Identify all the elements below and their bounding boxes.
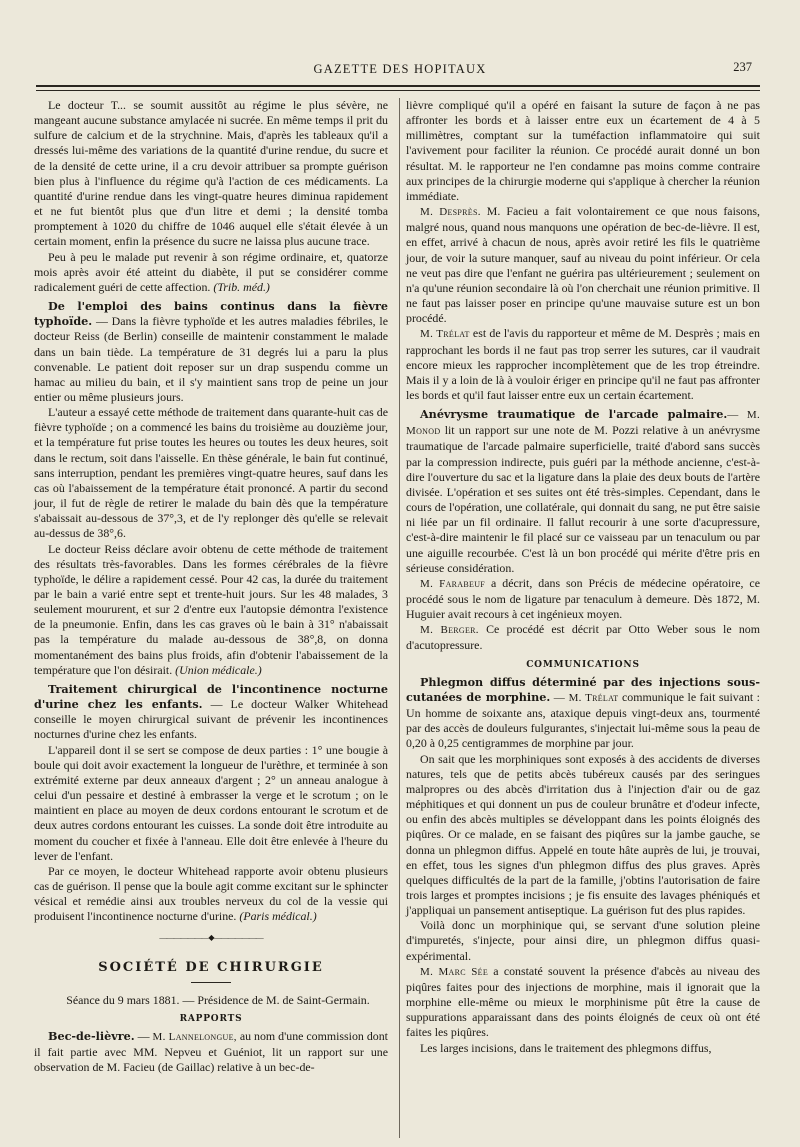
article-paragraph [406,407,760,576]
speaker-name: M. Marc Sée [420,965,489,978]
speaker-name: M. Berger. [420,624,479,637]
paragraph: lièvre compliqué qu'il a opéré en faisant la suture de façon à ne pas affronter les bords et à laisser entre eux un écartement de 4 à 5 millimètres, comptant sur la tuméfaction inflammatoire qui suit l'avivement pour faciliter la réunion. Ce procédé aurait donné un bon résultat. M. le rapporteur ne l'en condamne pas moins comme contraire aux principes de la chirurgie moderne qui s'applique à chercher la réunion immédiate. [406,98,760,203]
article-title: Bec-de-lièvre. [48,1028,135,1043]
paragraph: Voilà donc un morphinique qui, se servant d'une solution pleine d'impuretés, s'injecte, pour ainsi dire, un phlegmon diffus quasi-expérimental. [406,918,760,963]
header-rule-thin [36,90,760,91]
paragraph-text: Ce procédé est décrit par Otto Weber sous le nom d'acutopressure. [406,622,760,653]
article-paragraph [406,675,760,752]
paragraph-text: Peu à peu le malade put revenir à son régime ordinaire, et, quatorze mois après avoir été atteint du diabète, il put se considérer comme radicalement guéri de cette affection. [34,249,388,294]
article-title: Traitement chirurgical de l'incontinence nocturne d'urine chez les enfants. [34,681,388,712]
paragraph: L'appareil dont il se sert se compose de deux parties : 1° une bougie à boule qui doit avoir exactement la longueur de l'urèthre, et terminée à son extrémité externe par deux anneaux d'argent ; 2° un anneau analogue à celui d'un pessaire et destiné à embrasser la verge et le scrotum ; on le maintient en place au moyen de deux cordons entourant le scrotum et de deux autres cordons entourant les cuisses. La sonde doit être introduite au moment du coucher et fixée à l'anneau. Elle doit être enlevée à l'heure du lever de l'enfant. [34,742,388,863]
source-citation: (Trib. méd.) [213,279,270,294]
paragraph-text: a décrit, dans son Précis de médecine opératoire, ce procédé sous le nom de ligature par tenaculum à demeure. Dès 1872, M. Huguier avait recours à cet ingénieux moyen. [406,575,760,622]
source-citation: (Union médicale.) [175,662,262,677]
article-paragraph: Bec-de-lièvre. — M. Lannelongue, au nom d'une commission dont il fait partie avec MM. Nepveu et Guéniot, lit un rapport sur une observation de M. Facieu (de Gaillac) relative à un bec-de- [34,1028,388,1075]
paragraph-text: communique le fait suivant : Un homme de soixante ans, ataxique depuis vingt-deux ans, tourmenté par des accès de douleurs fulgurantes, s'injectait lui-même sous la peau de 0,20 à 0,25 centigrammes de morphine par jour. [406,689,760,751]
article-title: De l'emploi des bains continus dans la fièvre typhoïde. [34,299,388,329]
paragraph-text: M. Facieu a fait volontairement ce que nous faisons, malgré nous, quand nous manquons une opération de bec-de-lièvre. Il est, en effet, arrivé à chacun de nous, après avoir retiré les fils le quatrième jour, de voir la suture manquer, sauf au niveau du point inférieur. Or cela ne veut pas dire que l'enfant ne guérira pas ultérieurement ; seulement on n'a qu'une réunion secondaire là où l'on cherchait une réunion primitive. Il ne faut pas laisser poser en principe qu'une mauvaise suture est un bon procédé. [406,204,760,326]
page-header [36,58,764,80]
session-line: Séance du 9 mars 1881. — Présidence de M. de Saint-Germain. [66,992,370,1007]
speaker-name: — M. Trélat [553,691,619,704]
subsection-title: COMMUNICATIONS [526,659,640,670]
paragraph [34,864,388,925]
paragraph: On sait que les morphiniques sont exposés à des accidents de diverses natures, tels que de petits abcès tubéreux causés par des seringues malpropres ou des abcès d'irritation dus à l'injection d'air ou de gaz méphitiques et qui donnent un pus de couleur brunâtre et d'odeur infecte, ou enfin des abcès multiples se développant dans les points éloignés des piqûres. Or ce malade, en se faisant des piqûres sur la jambe gauche, se donna un phlegmon diffus. Appelé en toute hâte auprès de lui, je trouvai, en effet, tous les signes d'un phlegmon diffus des plus graves. Après quelques difficultés de la part de la famille, j'obtins l'autorisation de faire trois larges et promptes incisions ; je fis ensuite des lavages phéniqués et j'appliquai un pansement antiseptique. La guérison fut des plus rapides. [406,751,760,918]
subsection-title: RAPPORTS [179,1013,243,1024]
left-column [34,98,388,1075]
article-title: Anévrysme traumatique de l'arcade palmaire. [420,407,728,422]
section-title: SOCIÉTÉ DE CHIRURGIE [98,960,324,976]
paragraph-text: — Dans la fièvre typhoïde et les autres maladies fébriles, le docteur Reiss (de Berlin) conseille de maintenir constamment le malade dans un bain tiède. La température de 31 degrés lui a paru la plus convenable. Le patient doit reposer sur un drap suspendu comme un hamac au milieu du bain, et il s'y maintient sans trop de peine un jour entier ou même plusieurs jours. [34,314,388,404]
header-rule-thick [36,85,760,87]
speaker-name: M. Trélat [420,328,470,341]
article-title: Phlegmon diffus déterminé par des injections sous-cutanées de morphine. [406,674,760,704]
paragraph-text: — Le docteur Walker Whitehead conseille le moyen chirurgical suivant de prévenir les incontinences nocturnes d'urine chez les enfants. [34,697,388,742]
speaker-name: M. Desprès. [420,206,481,219]
ornamental-divider: ———————◆——————— [159,933,263,943]
paragraph-text: au nom d'une commission dont il fait partie avec MM. Nepveu et Guéniot, lit un rapport sur une observation de M. Facieu (de Gaillac) relative à un bec-de- [34,1028,388,1075]
paragraph: Les larges incisions, dans le traitement des phlegmons diffus, [420,1040,712,1055]
paragraph [34,542,388,678]
speaker-name: M. Lannelongue, [152,1030,237,1043]
paragraph [406,622,760,653]
paragraph [406,576,760,622]
page-number: 237 [733,60,752,74]
article-paragraph [34,682,388,743]
running-head: GAZETTE DES HOPITAUX [313,62,487,76]
paragraph: L'auteur a essayé cette méthode de traitement dans quarante-huit cas de fièvre typhoïde ; on a commencé les bains du troisième au douzième jour, et la température fut prise toutes les heures ou toutes les deux heures, soit dans le rectum, soit dans l'aisselle. En thèse générale, le bain fut continué, sans interruption, pendant les premières vingt-quatre heures, sauf dans les cas où l'abaissement de la température était prononcé. A partir du second jour, il fut de règle de retirer le malade du bain dès que la température s'abaissait au-dessous de 37°,3, et de l'y replonger dès qu'elle se relevait au-dessus de 38°,6. [34,405,388,541]
paragraph-text: est de l'avis du rapporteur et même de M. Desprès ; mais en rapprochant les bords il ne faut pas trop serrer les sutures, car il vaudrait encore mieux les rapprocher incomplètement que de les trop étreindre. Mais il y a loin de là à vouloir ériger en principe qu'il ne faut pas affronter les bords et qu'il faut laisser entre eux un certain écartement. [406,326,760,402]
short-rule [191,982,231,983]
paragraph [406,326,760,403]
paragraph-text: lit un rapport sur une note de M. Pozzi relative à un anévrysme traumatique de l'arcade palmaire superficielle, traité d'abord sans succès par la compression indirecte, puis guéri par la méthode ancienne, c'est-à-dire l'ouverture du sac et la ligature dans la plaie des deux bouts de l'artère divisée. L'opération et ses suites ont été très-simples. Cependant, dans le cours de l'opération, une collatérale, qui donnait du sang, ne put être saisie ni liée par un fil ordinaire. Il fallut recourir à une sorte d'acupressure, c'est-à-dire maintenir le fil placé sur ce vaisseau par un tenaculum ou par une aiguille recourbée. C'est là un bon procédé qui mérite d'être pris en sérieuse considération. [406,423,760,575]
paragraph: Le docteur T... se soumit aussitôt au régime le plus sévère, ne mangeant aucune substance amylacée ni sucrée. En même temps il prit du sulfure de calcium et de la strychnine. Mais, d'après les tableaux qu'il a dressés lui-même des variations de la quantité d'urine rendue, du sucre et de la densité de cette urine, il a cru devoir attribuer sa prompte guérison bien plus à l'influence du régime qu'à l'action de ces médicaments. La quantité d'urine rendue dans les vingt-quatre heures diminua rapidement et ne fut bientôt plus que d'un litre et demi ; la densité tomba promptement à 1020 du chiffre de 1046 auquel elle s'était élevée à un certain moment, enfin la présence du sucre ne laissa plus aucune trace. [34,98,388,249]
paragraph [34,250,388,295]
right-column [406,98,760,1056]
speaker-name: — M. Monod [406,409,760,438]
source-citation: (Paris médical.) [239,909,317,924]
column-divider [399,98,400,1138]
speaker-name: M. Farabeuf [420,577,486,590]
article-paragraph [34,299,388,405]
paragraph [406,964,760,1041]
paragraph-text: Le docteur Reiss déclare avoir obtenu de cette méthode de traitement des résultats très-favorables. Dans les formes cérébrales de la fièvre typhoïde, le délire a rapidement cessé. Pour 42 cas, la durée du traitement par le bain a varié entre sept et trente-huit jours. Sur les 48 malades, 3 seulement moururent, et sur 2 d'entre eux l'autopsie démontra l'existence de la pneumonie. Enfin, dans les cas graves où le bain à 31° n'abaissait pas la température du malade au-dessous de 38°,8, on donna momentanément des bains plus froids, afin d'obtenir l'abaissement de la température que l'on désirait. [34,541,388,677]
paragraph-text: Par ce moyen, le docteur Whitehead rapporte avoir obtenu plusieurs cas de guérison. Il pense que la boule agit comme excitant sur le sphincter vésical et remédie ainsi aux troubles nerveux du col de la vessie qui produisent l'incontinence nocturne d'urine. [34,863,388,924]
paragraph [406,204,760,326]
paragraph-text: a constaté souvent la présence d'abcès au niveau des piqûres faites pour des injections de morphine, mais il ignorait que la morphine elle-même ou mieux le morphinisme pût être la cause de suppurations apparaissant dans des points éloignés de ceux où ont été faites les piqûres. [406,963,760,1040]
